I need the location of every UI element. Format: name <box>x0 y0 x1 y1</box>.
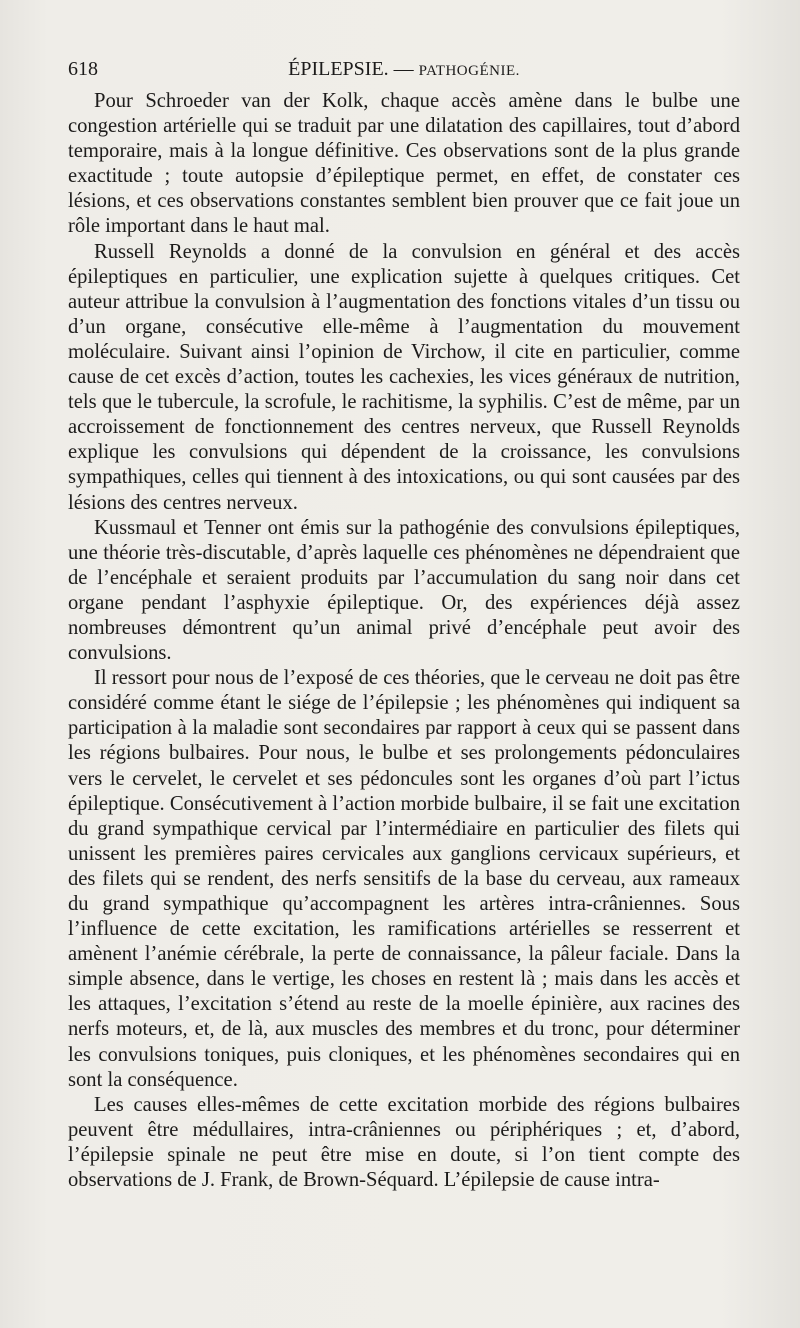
paragraph-causes: Les causes elles-mêmes de cette excitation morbide des régions bulbaires peuvent être médullaires, intra-crâniennes ou périphériques ; et, d’abord, l’épilepsie spinale ne peut être mise en doute, si l’on tient compte des observations de J. Frank, de Brown-Séquard. L’épilepsie de cause intra- <box>68 1093 740 1192</box>
body-text <box>68 89 740 1193</box>
paragraph-russell-reynolds: Russell Reynolds a donné de la convulsion en général et des accès épileptiques en particulier, une explication sujette à quelques critiques. Cet auteur attribue la convulsion à l’augmentation des fonctions vitales d’un tissu ou d’un organe, consécutive elle-même à l’augmentation du mouvement moléculaire. Suivant ainsi l’opinion de Virchow, il cite en particulier, comme cause de cet excès d’action, toutes les cachexies, les vices généraux de nutrition, tels que le tubercule, la scrofule, le rachitisme, la syphilis. C’est de même, par un accroissement de fonctionnement des centres nerveux, que Russell Reynolds explique les convulsions qui dépendent de la croissance, les convulsions sympathiques, celles qui tiennent à des intoxications, ou qui sont causées par des lésions des centres nerveux. <box>68 240 740 514</box>
running-head <box>68 58 740 84</box>
running-title-section: PATHOGÉNIE. <box>418 63 520 79</box>
paragraph-conclusion: Il ressort pour nous de l’exposé de ces théories, que le cerveau ne doit pas être considéré comme étant le siége de l’épilepsie ; les phénomènes qui indiquent sa participation à la maladie sont secondaires par rapport à ceux qui se passent dans les régions bulbaires. Pour nous, le bulbe et ses prolongements pédonculaires vers le cervelet, le cervelet et ses pédoncules sont les organes d’où part l’ictus épileptique. Consécutivement à l’action morbide bulbaire, il se fait une excitation du grand sympathique cervical par l’intermédiaire en particulier des filets qui unissent les premières paires cervicales aux ganglions cervicaux supérieurs, et des filets qui se rendent, des nerfs sensitifs de la base du cerveau, aux rameaux du grand sympathique qu’accompagnent les artères intra-crâniennes. Sous l’influence de cette excitation, les ramifications artérielles se resserrent et amènent l’anémie cérébrale, la perte de connaissance, la pâleur faciale. Dans la simple absence, dans le vertige, les choses en restent là ; mais dans les accès et les attaques, l’excitation s’étend au reste de la moelle épinière, aux racines des nerfs moteurs, et, de là, aux muscles des membres et du tronc, pour déterminer les convulsions toniques, puis cloniques, et les phénomènes secondaires qui en sont la conséquence. <box>68 667 740 1091</box>
paragraph-schroeder: Pour Schroeder van der Kolk, chaque accès amène dans le bulbe une congestion artérielle qui se traduit par une dilatation des capillaires, tout d’abord temporaire, mais à la longue définitive. Ces observations sont de la plus grande exactitude ; toute autopsie d’épileptique permet, en effet, de constater ces lésions, et ces observations constantes semblent bien prouver que ce fait joue un rôle important dans le haut mal. <box>68 90 740 238</box>
page-number: 618 <box>68 58 98 80</box>
running-title <box>68 58 740 81</box>
running-title-main: ÉPILEPSIE. <box>288 58 389 80</box>
running-title-separator: — <box>393 58 414 80</box>
paragraph-kussmaul-tenner: Kussmaul et Tenner ont émis sur la pathogénie des convulsions épileptiques, une théorie très-discutable, d’après laquelle ces phénomènes ne dépendraient que de l’encéphale et seraient produits par l’accumulation du sang noir dans cet organe pendant l’asphyxie épileptique. Or, des expériences déjà assez nombreuses démontrent qu’un animal privé d’encéphale peut avoir des convulsions. <box>68 516 740 665</box>
